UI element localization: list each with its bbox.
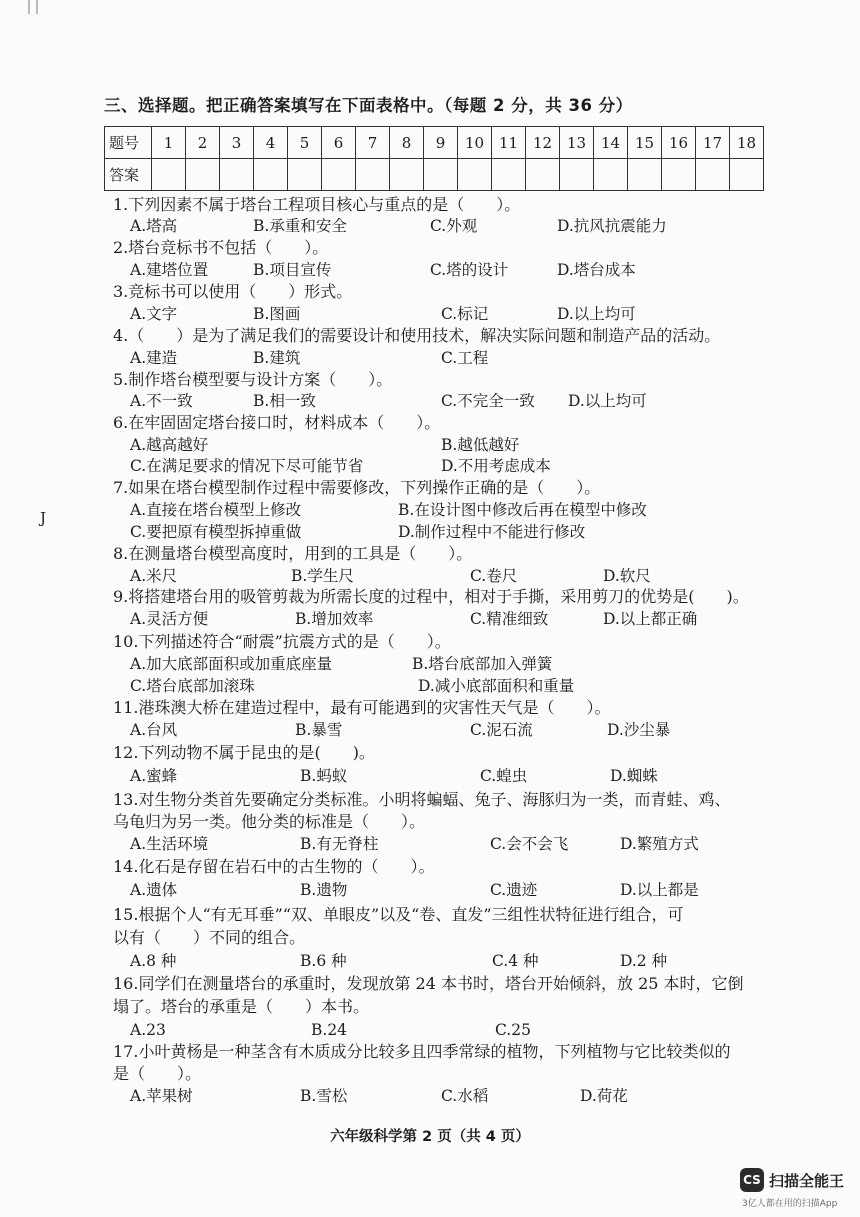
number-cell: 12 (526, 127, 560, 159)
q2-option-d: D.塔台成本 (557, 261, 636, 279)
q4-option-b: B.建筑 (253, 349, 301, 367)
q4-option-a: A.建造 (130, 349, 178, 367)
q10-option-d: D.减小底部面积和重量 (418, 677, 575, 695)
answer-cell[interactable] (152, 159, 186, 191)
answer-cell[interactable] (356, 159, 390, 191)
q6-option-a: A.越高越好 (130, 436, 209, 454)
q9-option-d: D.以上都正确 (603, 610, 698, 628)
q9-option-c: C.精准细致 (470, 610, 549, 628)
q5-option-d: D.以上均可 (568, 392, 647, 410)
question-14-stem: 14.化石是存留在岩石中的古生物的（ ）。 (113, 857, 435, 876)
q12-option-d: D.蜘蛛 (610, 767, 658, 785)
q3-option-a: A.文字 (130, 305, 178, 323)
page-edge-mark (28, 0, 38, 14)
answer-cell[interactable] (628, 159, 662, 191)
q7-option-b: B.在设计图中修改后再在模型中修改 (398, 501, 647, 519)
answer-table-number-row (105, 127, 764, 159)
question-15-stem-line-2: 以有（ ）不同的组合。 (113, 928, 306, 947)
answer-cell[interactable] (288, 159, 322, 191)
number-cell: 17 (696, 127, 730, 159)
q2-option-a: A.建塔位置 (130, 261, 209, 279)
question-13-stem-line-2: 乌龟归为另一类。他分类的标准是（ ）。 (113, 812, 426, 831)
q15-option-d: D.2 种 (620, 952, 668, 970)
number-cell: 13 (560, 127, 594, 159)
number-cell: 16 (662, 127, 696, 159)
q5-option-c: C.不完全一致 (441, 392, 535, 410)
answer-table-answer-row (105, 159, 764, 191)
q6-option-d: D.不用考虑成本 (441, 457, 551, 475)
scanner-app-name: 扫描全能王 (769, 1172, 845, 1190)
q3-option-c: C.标记 (441, 305, 489, 323)
answer-cell[interactable] (322, 159, 356, 191)
q13-option-b: B.有无脊柱 (300, 835, 379, 853)
question-1-stem: 1.下列因素不属于塔台工程项目核心与重点的是（ ）。 (113, 195, 521, 214)
answer-cell[interactable] (730, 159, 764, 191)
question-9-stem: 9.将搭建塔台用的吸管剪裁为所需长度的过程中，相对于手撕，采用剪刀的优势是( )。 (113, 587, 749, 606)
number-cell: 5 (288, 127, 322, 159)
number-cell: 10 (458, 127, 492, 159)
q15-option-a: A.8 种 (130, 952, 177, 970)
q14-option-a: A.遗体 (130, 881, 178, 899)
question-4-stem: 4.（ ）是为了满足我们的需要设计和使用技术，解决实际问题和制造产品的活动。 (113, 326, 721, 345)
q10-option-c: C.塔台底部加滚珠 (130, 677, 255, 695)
question-8-stem: 8.在测量塔台模型高度时，用到的工具是（ ）。 (113, 544, 473, 563)
q5-option-b: B.相一致 (253, 392, 316, 410)
q17-option-d: D.荷花 (580, 1087, 628, 1105)
q11-option-a: A.台风 (130, 721, 178, 739)
q11-option-b: B.暴雪 (295, 721, 343, 739)
q13-option-a: A.生活环境 (130, 835, 209, 853)
number-cell: 9 (424, 127, 458, 159)
q12-option-a: A.蜜蜂 (130, 767, 178, 785)
q10-option-a: A.加大底部面积或加重底座量 (130, 655, 333, 673)
q8-option-d: D.软尺 (603, 567, 651, 585)
q15-option-c: C.4 种 (492, 952, 539, 970)
answer-cell[interactable] (254, 159, 288, 191)
q12-option-c: C.蝗虫 (480, 767, 528, 785)
question-16-stem-line-1: 16.同学们在测量塔台的承重时，发现放第 24 本书时，塔台开始倾斜，放 25 本时，它倒 (113, 974, 744, 993)
q17-option-a: A.苹果树 (130, 1087, 193, 1105)
answer-cell[interactable] (526, 159, 560, 191)
question-15-stem-line-1: 15.根据个人“有无耳垂”“双、单眼皮”以及“卷、直发”三组性状特征进行组合，可 (113, 905, 684, 924)
number-cell: 8 (390, 127, 424, 159)
q3-option-d: D.以上均可 (557, 305, 636, 323)
q11-option-d: D.沙尘暴 (607, 721, 671, 739)
margin-mark: J (40, 509, 47, 527)
number-cell: 4 (254, 127, 288, 159)
scanner-tagline: 3亿人都在用的扫描App (742, 1199, 838, 1209)
question-10-stem: 10.下列描述符合“耐震”抗震方式的是（ ）。 (113, 632, 451, 651)
answer-cell[interactable] (594, 159, 628, 191)
q9-option-a: A.灵活方便 (130, 610, 209, 628)
section-title: 三、选择题。把正确答案填写在下面表格中。（每题 2 分，共 36 分） (104, 96, 633, 115)
q16-option-b: B.24 (311, 1021, 348, 1039)
q5-option-a: A.不一致 (130, 392, 193, 410)
answer-cell[interactable] (220, 159, 254, 191)
number-cell: 18 (730, 127, 764, 159)
q7-option-c: C.要把原有模型拆掉重做 (130, 523, 302, 541)
number-cell: 14 (594, 127, 628, 159)
q17-option-b: B.雪松 (300, 1087, 348, 1105)
question-12-stem: 12.下列动物不属于昆虫的是( )。 (113, 743, 375, 762)
q1-option-d: D.抗风抗震能力 (557, 217, 667, 235)
q11-option-c: C.泥石流 (470, 721, 533, 739)
q1-option-a: A.塔高 (130, 217, 178, 235)
q2-option-c: C.塔的设计 (430, 261, 509, 279)
scanner-logo-icon: CS (740, 1168, 764, 1192)
q10-option-b: B.塔台底部加入弹簧 (412, 655, 553, 673)
q13-option-d: D.繁殖方式 (620, 835, 699, 853)
row-label-answer: 答案 (105, 159, 152, 191)
q1-option-c: C.外观 (430, 217, 478, 235)
number-cell: 15 (628, 127, 662, 159)
answer-cell[interactable] (186, 159, 220, 191)
number-cell: 1 (152, 127, 186, 159)
question-17-stem-line-2: 是（ ）。 (113, 1064, 202, 1083)
answer-table (104, 126, 764, 191)
q7-option-d: D.制作过程中不能进行修改 (398, 523, 586, 541)
row-label-number: 题号 (105, 127, 152, 159)
question-17-stem-line-1: 17.小叶黄杨是一种茎含有木质成分比较多且四季常绿的植物，下列植物与它比较类似的 (113, 1042, 731, 1061)
q9-option-b: B.增加效率 (295, 610, 374, 628)
q4-option-c: C.工程 (441, 349, 489, 367)
q16-option-a: A.23 (130, 1021, 166, 1039)
q8-option-a: A.米尺 (130, 567, 178, 585)
q14-option-c: C.遗迹 (490, 881, 538, 899)
question-2-stem: 2.塔台竞标书不包括（ ）。 (113, 238, 329, 257)
q15-option-b: B.6 种 (300, 952, 347, 970)
answer-cell[interactable] (390, 159, 424, 191)
number-cell: 3 (220, 127, 254, 159)
q1-option-b: B.承重和安全 (253, 217, 347, 235)
q6-option-c: C.在满足要求的情况下尽可能节省 (130, 457, 364, 475)
number-cell: 2 (186, 127, 220, 159)
q6-option-b: B.越低越好 (441, 436, 520, 454)
question-7-stem: 7.如果在塔台模型制作过程中需要修改，下列操作正确的是（ ）。 (113, 478, 601, 497)
answer-cell[interactable] (662, 159, 696, 191)
question-5-stem: 5.制作塔台模型要与设计方案（ ）。 (113, 370, 393, 389)
answer-cell[interactable] (492, 159, 526, 191)
q16-option-c: C.25 (495, 1021, 531, 1039)
question-6-stem: 6.在牢固固定塔台接口时，材料成本（ ）。 (113, 413, 441, 432)
question-3-stem: 3.竞标书可以使用（ ）形式。 (113, 282, 353, 301)
q3-option-b: B.图画 (253, 305, 301, 323)
number-cell: 7 (356, 127, 390, 159)
question-13-stem-line-1: 13.对生物分类首先要确定分类标准。小明将蝙蝠、兔子、海豚归为一类，而青蛙、鸡、 (113, 790, 731, 809)
answer-cell[interactable] (458, 159, 492, 191)
question-11-stem: 11.港珠澳大桥在建造过程中，最有可能遇到的灾害性天气是（ ）。 (113, 698, 611, 717)
number-cell: 11 (492, 127, 526, 159)
q13-option-c: C.会不会飞 (490, 835, 569, 853)
answer-cell[interactable] (560, 159, 594, 191)
answer-cell[interactable] (696, 159, 730, 191)
number-cell: 6 (322, 127, 356, 159)
q7-option-a: A.直接在塔台模型上修改 (130, 501, 302, 519)
q8-option-c: C.卷尺 (470, 567, 518, 585)
q8-option-b: B.学生尺 (291, 567, 354, 585)
q14-option-b: B.遗物 (300, 881, 348, 899)
answer-cell[interactable] (424, 159, 458, 191)
question-16-stem-line-2: 塌了。塔台的承重是（ ）本书。 (113, 997, 370, 1016)
q17-option-c: C.水稻 (441, 1087, 489, 1105)
page-footer: 六年级科学第 2 页（共 4 页） (330, 1129, 530, 1145)
q12-option-b: B.蚂蚁 (300, 767, 348, 785)
q2-option-b: B.项目宣传 (253, 261, 332, 279)
q14-option-d: D.以上都是 (620, 881, 699, 899)
